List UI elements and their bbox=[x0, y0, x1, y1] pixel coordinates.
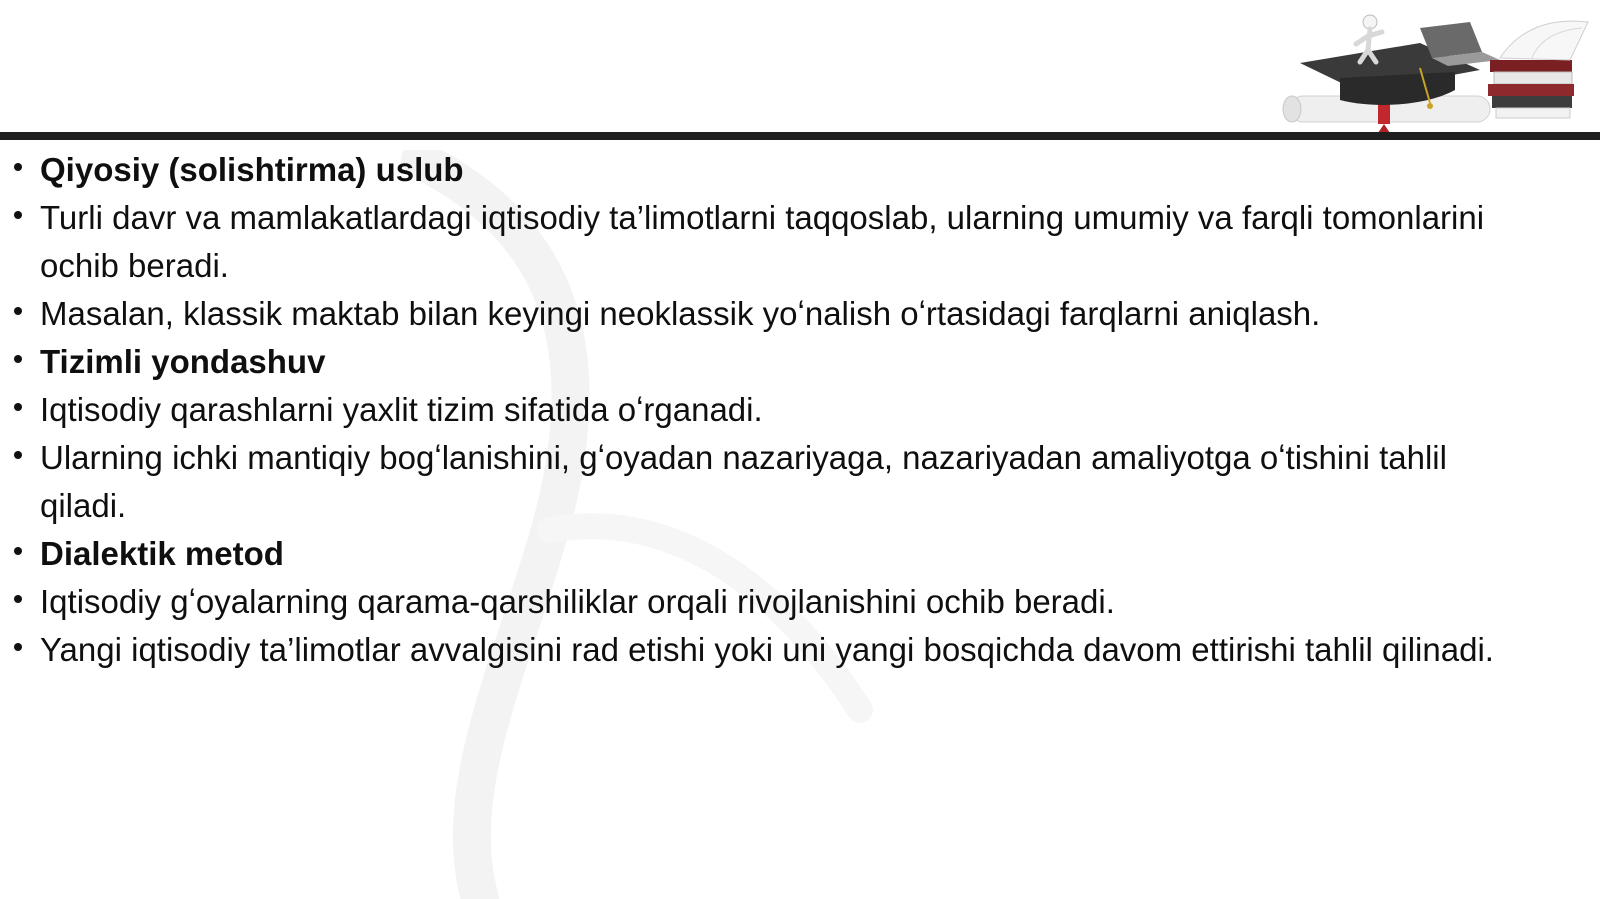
bullet-text: Iqtisodiy gʻoyalarning qarama-qarshiliklar orqali rivojlanishini ochib beradi. bbox=[40, 583, 1115, 620]
bullet-dot-icon bbox=[14, 211, 22, 219]
bullet-dot-icon bbox=[14, 163, 22, 171]
bullet-list bbox=[10, 146, 1510, 674]
bullet-item bbox=[10, 434, 1510, 530]
bullet-dot-icon bbox=[14, 403, 22, 411]
bullet-dot-icon bbox=[14, 547, 22, 555]
book-stack-icon bbox=[1488, 21, 1588, 118]
bullet-text: Masalan, klassik maktab bilan keyingi neoklassik yoʻnalish oʻrtasidagi farqlarni aniqlash. bbox=[40, 295, 1321, 332]
bullet-text: Iqtisodiy qarashlarni yaxlit tizim sifatida oʻrganadi. bbox=[40, 391, 763, 428]
bullet-item bbox=[10, 194, 1510, 290]
bullet-item bbox=[10, 578, 1510, 626]
bullet-text: Dialektik metod bbox=[40, 535, 284, 572]
bullet-text: Turli davr va mamlakatlardagi iqtisodiy ta’limotlarni taqqoslab, ularning umumiy va farqli tomonlarini ochib beradi. bbox=[40, 199, 1485, 284]
bullet-dot-icon bbox=[14, 307, 22, 315]
bullet-dot-icon bbox=[14, 355, 22, 363]
bullet-dot-icon bbox=[14, 451, 22, 459]
bullet-text: Yangi iqtisodiy ta’limotlar avvalgisini rad etishi yoki uni yangi bosqichda davom ettirishi tahlil qilinadi. bbox=[40, 631, 1494, 668]
section-heading-item bbox=[10, 146, 1510, 194]
bullet-item bbox=[10, 386, 1510, 434]
bullet-dot-icon bbox=[14, 643, 22, 651]
section-heading-item bbox=[10, 338, 1510, 386]
graduation-cap-books-icon bbox=[1270, 8, 1590, 138]
bullet-text: Tizimli yondashuv bbox=[40, 343, 326, 380]
bullet-text: Ularning ichki mantiqiy bogʻlanishini, gʻoyadan nazariyaga, nazariyadan amaliyotga oʻtishini tahlil qiladi. bbox=[40, 439, 1447, 524]
section-heading-item bbox=[10, 530, 1510, 578]
header-divider bbox=[0, 132, 1600, 140]
bullet-text: Qiyosiy (solishtirma) uslub bbox=[40, 151, 464, 188]
bullet-item bbox=[10, 290, 1510, 338]
bullet-dot-icon bbox=[14, 595, 22, 603]
bullet-item bbox=[10, 626, 1510, 674]
